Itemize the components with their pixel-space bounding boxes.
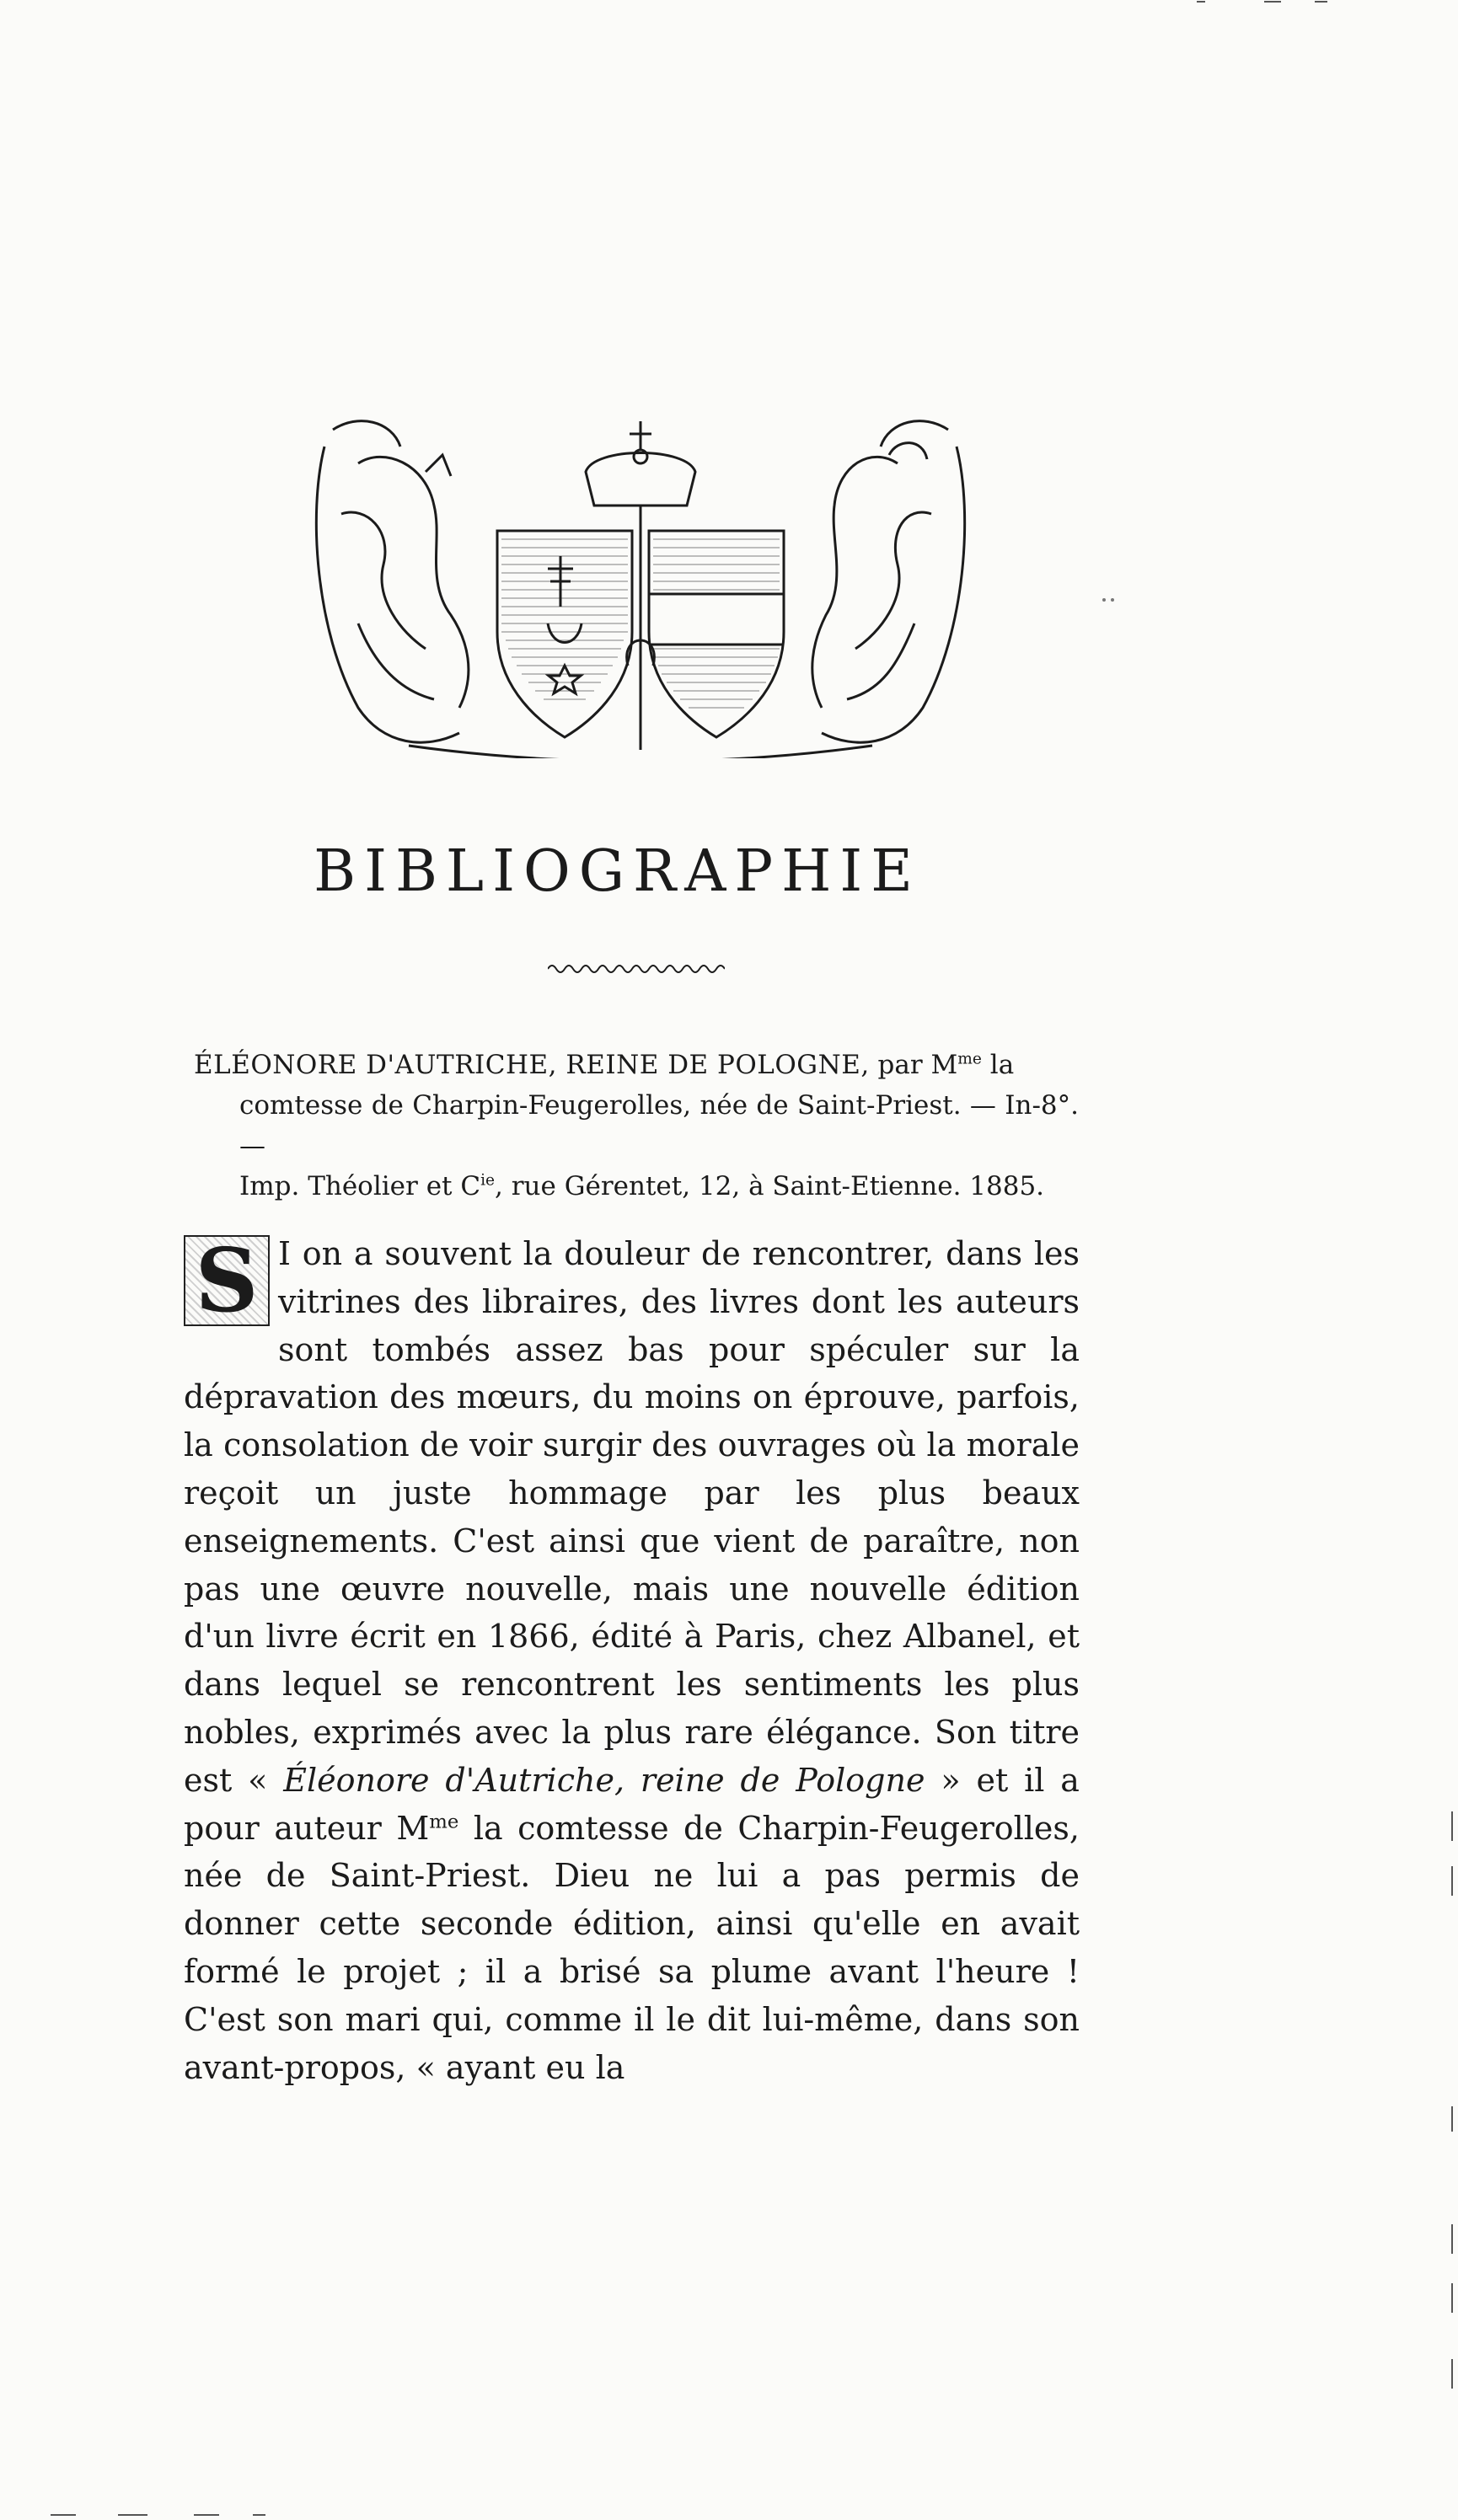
body-segment-2: » et il a pour auteur M bbox=[184, 1761, 1080, 1847]
coat-of-arms-emblem bbox=[308, 413, 973, 758]
entry-by: par M bbox=[877, 1050, 958, 1080]
entry-line-3 bbox=[194, 1166, 1079, 1206]
entry-imprint-b: , rue Gérentet, 12, à Saint-Etienne. 1885. bbox=[495, 1171, 1045, 1201]
body-sup: me bbox=[429, 1810, 459, 1832]
entry-imprint-a: Imp. Théolier et C bbox=[239, 1171, 481, 1201]
book-title-reference: Éléonore d'Autriche, reine de Pologne bbox=[283, 1761, 925, 1799]
body-segment-3: la comtesse de Charpin-Feugerolles, née de Saint-Priest. Dieu ne lui a pas permis de donner cette seconde édition, ainsi qu'elle en avait formé le projet ; il a brisé sa plume avant l'heure ! C'est son mari qui, comme il le dit lui-même, dans son avant-propos, « ayant eu la bbox=[184, 1809, 1080, 2086]
entry-line-2: comtesse de Charpin-Feugerolles, née de Saint-Priest. — In-8°. — bbox=[239, 1090, 1079, 1161]
body-segment-1: I on a souvent la douleur de rencontrer, dans les vitrines des libraires, des livres dont les auteurs sont tombés assez bas pour spéculer sur la dépravation des mœurs, du moins on éprouve, parfois, la consolation de voir surgir des ouvrages où la morale reçoit un juste hommage par les plus beaux enseignements. C'est ainsi que vient de paraître, non pas une œuvre nouvelle, mais une nouvelle édition d'un livre écrit en 1866, édité à Paris, chez Albanel, et dans lequel se rencontrent les sentiments les plus nobles, exprimés avec la plus rare élégance. Son titre est « bbox=[184, 1235, 1080, 1799]
entry-by-sup: me bbox=[957, 1050, 982, 1068]
page-title: BIBLIOGRAPHIE bbox=[314, 838, 921, 905]
entry-heading: ÉLÉONORE D'AUTRICHE, REINE DE POLOGNE, bbox=[194, 1050, 870, 1080]
body-paragraph bbox=[184, 1230, 1080, 2091]
drop-cap bbox=[184, 1228, 270, 1332]
entry-imprint-sup: ie bbox=[480, 1171, 496, 1190]
entry-by-rest: la bbox=[989, 1050, 1015, 1080]
bibliography-entry bbox=[194, 1045, 1079, 1206]
drop-cap-letter: S bbox=[195, 1228, 259, 1332]
body-text bbox=[184, 1230, 1080, 2091]
ornamental-divider bbox=[548, 960, 725, 977]
